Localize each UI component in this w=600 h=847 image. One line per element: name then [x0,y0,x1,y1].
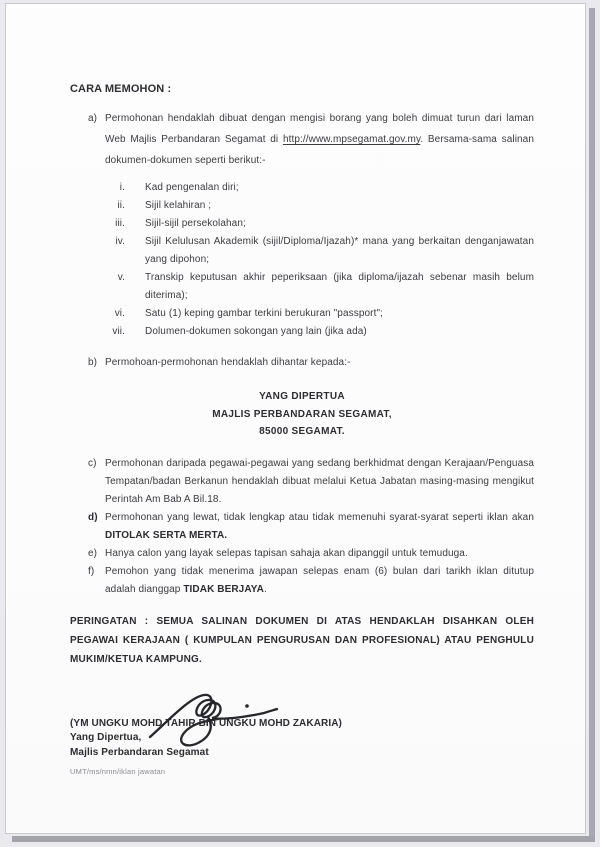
list-item-a-label: a) [88,113,98,124]
section-heading: CARA MEMOHON : [70,83,172,95]
list-item-e [70,545,534,563]
list-item-e-text: Hanya calon yang layak selepas tapisan sahaja akan dipanggil untuk temuduga. [105,547,468,559]
doc-item-numeral: i. [119,182,125,193]
list-item-b-text: Permohoan-permohonan hendaklah dihantar kepada:- [105,357,351,368]
list-items-c-to-f [70,455,534,599]
list-item-d [70,509,534,545]
mpsegamat-link[interactable]: http://www.mpsegamat.gov.my [282,134,421,145]
recipient-address [70,388,534,441]
address-line-3: 85000 SEGAMAT. [259,426,345,437]
address-line-2: MAJLIS PERBANDARAN SEGAMAT, [212,408,392,420]
scan-edge-shadow-bottom [12,836,595,842]
doc-item-text: Satu (1) keping gambar terkini berukuran "passport"; [145,308,383,319]
doc-item-numeral: ii. [117,200,125,211]
list-item-a-text [105,108,534,171]
doc-item-numeral: vii. [112,326,125,337]
reminder-paragraph: PERINGATAN : SEMUA SALINAN DOKUMEN DI ATAS HENDAKLAH DISAHKAN OLEH PEGAWAI KERAJAAN ( KUMPULAN PENGURUSAN DAN PROFESIONAL) ATAU PENGHULU MUKIM/KETUA KAMPUNG. [70,615,534,665]
list-item-a [70,108,534,171]
doc-list-item [70,197,534,215]
list-item-f [70,563,534,599]
list-item-c [70,455,534,509]
doc-list-item [70,305,534,323]
item-a-text-before-link: Permohonan hendaklah dibuat dengan mengisi borang yang boleh dimuat turun dari laman Web Majlis Perbandaran Segamat di [105,113,534,145]
item-f-bold-text: TIDAK BERJAYA [183,583,264,595]
address-line-1: YANG DIPERTUA [259,391,345,402]
list-item-c-text: Permohonan daripada pegawai-pegawai yang sedang berkhidmat dengan Kerajaan/Penguasa Tempatan/badan Berkanun hendaklah dibuat melalui Ketua Jabatan masing-masing mengikut Perintah Am Bab A Bil.18. [105,457,534,505]
doc-item-numeral: iii. [115,218,125,229]
doc-list-item [70,179,534,197]
document-checklist [70,179,534,341]
doc-item-text: Transkip keputusan akhir peperiksaan (jika diploma/ijazah sebenar masih belum diterima); [145,272,534,301]
doc-list-item [70,233,534,269]
list-item-b-label: b) [88,357,98,368]
signatory-block [70,717,534,761]
list-item-e-label: e) [88,547,98,559]
reference-code: UMT/ms/nmn/iklan jawatan [70,767,166,776]
list-item-d-label: d) [88,511,98,523]
doc-item-numeral: v. [117,272,125,283]
doc-item-numeral: vi. [114,308,125,319]
doc-list-item [70,269,534,305]
doc-item-text: Sijil-sijil persekolahan; [145,218,246,229]
document-content [70,83,534,776]
doc-item-text: Kad pengenalan diri; [145,182,239,193]
doc-item-text: Dolumen-dokumen sokongan yang lain (jika ada) [145,326,367,337]
doc-list-item [70,323,534,341]
doc-item-numeral: iv. [115,236,125,247]
list-item-c-label: c) [88,457,97,469]
doc-list-item [70,215,534,233]
signatory-organization: Majlis Perbandaran Segamat [70,746,209,758]
doc-item-text: Sijil kelahiran ; [145,200,212,211]
list-item-b [70,352,534,373]
item-a-text-after-link: . Bersama-sama salinan dokumen-dokumen seperti berikut:- [105,134,534,166]
item-d-text: Permohonan yang lewat, tidak lengkap atau tidak memenuhi syarat-syarat seperti iklan akan [105,511,534,523]
signatory-name: (YM UNGKU MOHD TAHIR BIN UNGKU MOHD ZAKARIA) [70,717,342,729]
document-page [5,3,586,834]
signatory-title: Yang Dipertua, [70,732,142,743]
scan-edge-shadow-right [589,8,595,842]
list-item-f-text [105,563,534,599]
list-item-d-text [105,509,534,545]
item-f-text: Pemohon yang tidak menerima jawapan selepas enam (6) bulan dari tarikh iklan ditutup adalah dianggap [105,565,534,595]
item-d-bold-text: DITOLAK SERTA MERTA. [105,529,228,541]
doc-item-text: Sijil Kelulusan Akademik (sijil/Diploma/Ijazah)* mana yang berkaitan denganjawatan yang dipohon; [145,236,534,265]
item-f-text-after-bold: . [263,583,267,595]
list-item-f-label: f) [88,565,95,577]
